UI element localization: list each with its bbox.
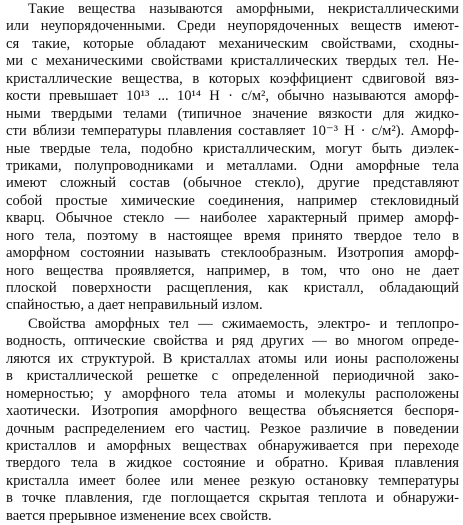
paragraph-amorphous-definition — [6, 1, 459, 315]
text-line: водность, оптические свойства и ряд других — во многом опреде- — [6, 333, 459, 350]
text-line: твердого тела в жидкое состояние и обратно. Кривая плавления — [6, 455, 459, 472]
text-line: сти вблизи температуры плавления составляет 10⁻³ Н · с/м²). Аморф- — [6, 123, 459, 140]
text-line: ми с механическими свойствами кристаллических твердых тел. Не- — [6, 53, 459, 70]
text-line: спайностью, а дает неправильный излом. — [6, 297, 263, 314]
text-line: ляются их структурой. В кристаллах атомы или ионы расположены — [6, 350, 459, 367]
text-line: ные твердые тела, подобно кристаллическим, могут быть диэлек- — [6, 140, 459, 157]
text-line: номерностью; у аморфного тела атомы и молекулы расположены — [6, 385, 459, 402]
text-line: кварц. Обычное стекло — наиболее характерный пример аморф- — [6, 210, 459, 227]
text-line: триками, полупроводниками и металлами. Одни аморфные тела — [6, 157, 459, 174]
text-line: кристалла имеет более или менее резкую остановку температуры — [6, 472, 459, 489]
text-line: кристаллические вещества, в которых коэффициент сдвиговой вяз- — [6, 70, 459, 87]
text-line: ся такие, которые обладают механическим свойствами, сходны- — [6, 35, 459, 52]
paragraph-amorphous-properties — [6, 316, 459, 525]
text-line: кристаллов и аморфных веществах обнаруживается при переходе — [6, 437, 459, 454]
text-line: плоской поверхности расщепления, как кристалл, обладающий — [6, 280, 459, 296]
text-line: ного тела, поэтому в настоящее время принято твердое тело в — [6, 227, 459, 244]
text-line: в точке плавления, где поглощается скрытая теплота и обнаружи- — [6, 490, 459, 507]
text-line: имеют сложный состав (обычное стекло), другие представляют — [6, 175, 459, 192]
text-line: аморфном состоянии называть стеклообразным. Изотропия аморф- — [6, 245, 459, 262]
text-line: дочным распределением его частиц. Резкое различие в поведении — [6, 420, 459, 437]
text-line: ного вещества проявляется, например, в том, что оно не дает — [6, 262, 459, 279]
text-line: собой простые химические соединения, например стекловидный — [6, 192, 459, 209]
text-line: Такие вещества называются аморфными, некристаллическими — [28, 1, 459, 17]
text-line: или неупорядоченными. Среди неупорядоченных веществ имеют- — [6, 18, 459, 35]
text-line: вается прерывное изменение всех свойств. — [6, 507, 272, 524]
text-line: ными твердыми телами (типичное значение вязкости для жидко- — [6, 105, 459, 122]
text-line: в кристаллической решетке с определенной периодичной зако- — [6, 368, 459, 385]
text-line: кости превышает 10¹³ ... 10¹⁴ Н · с/м², обычно называются аморф- — [6, 88, 459, 105]
text-line: хаотически. Изотропия аморфного вещества объясняется беспоря- — [6, 403, 459, 420]
text-line: Свойства аморфных тел — сжимаемость, электро- и теплопро- — [28, 315, 459, 332]
